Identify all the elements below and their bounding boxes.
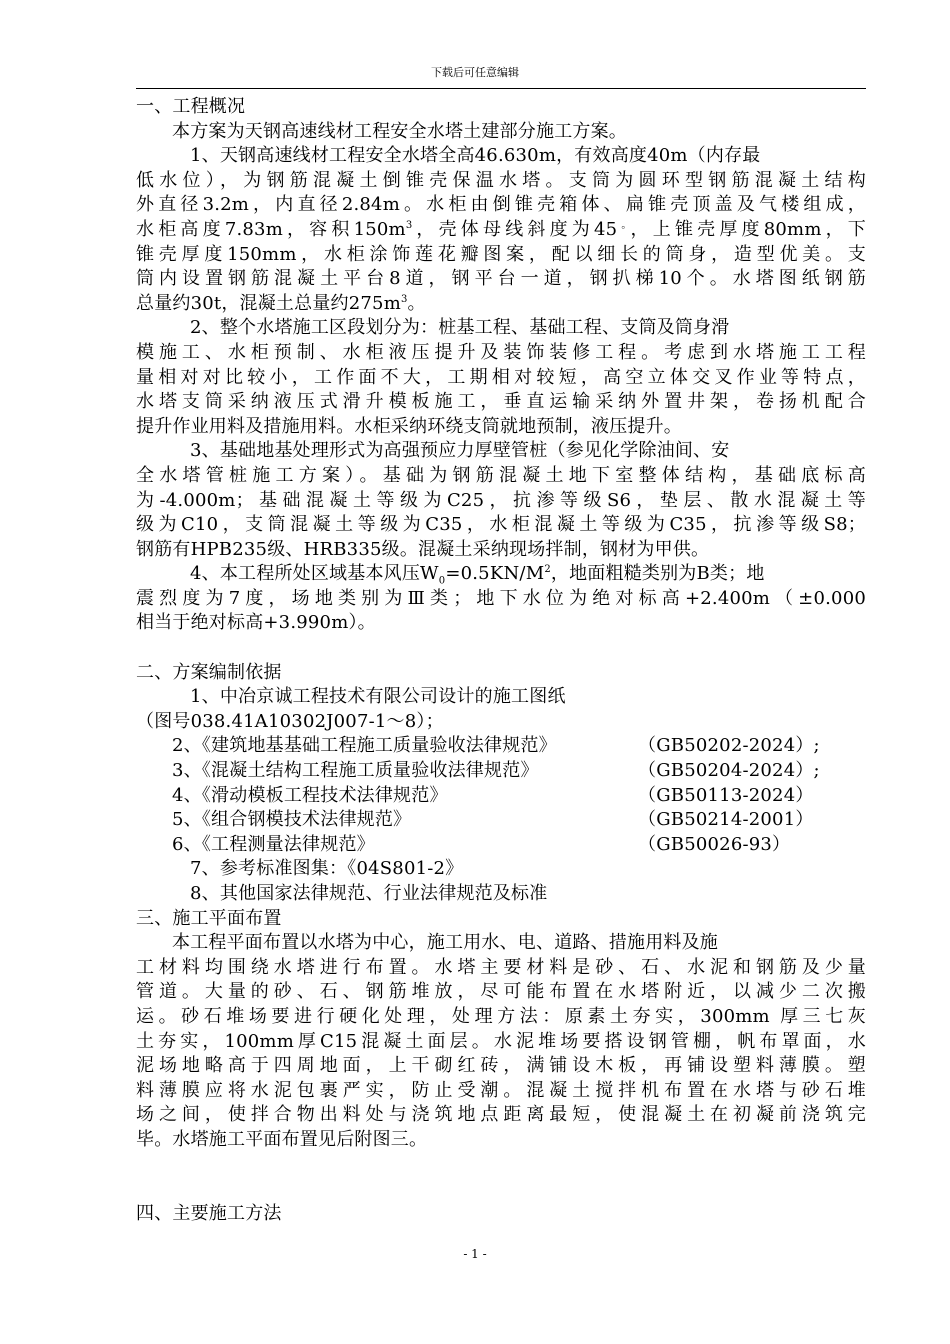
text-line: 泥场地略高于四周地面，上干砌红砖，满铺设木板，再铺设塑料薄膜。塑 xyxy=(136,1055,866,1077)
paragraph-4 xyxy=(136,562,876,636)
reference-code: （GB50113-2024） xyxy=(638,784,814,806)
text-segment: 。 xyxy=(407,292,426,314)
reference-item-4 xyxy=(136,784,876,809)
text-segment: ，上锥壳厚度80mm，下 xyxy=(630,218,866,240)
page-header: 下载后可任意编辑 xyxy=(431,66,519,79)
section-heading-overview: 一、工程概况 xyxy=(136,96,246,117)
paragraph-3 xyxy=(136,439,876,562)
reference-code: （GB50202-2024）; xyxy=(638,735,820,757)
text-line: 相当于绝对标高+3.990m）。 xyxy=(136,612,376,634)
text-segment: =0.5KN/M xyxy=(445,563,545,585)
text-line: 筒内设置钢筋混凝土平台8道，钢平台一道，钢扒梯10个。水塔图纸钢筋 xyxy=(136,268,866,290)
text-line: 级为C10，支筒混凝土等级为C35，水柜混凝土等级为C35，抗渗等级S8； xyxy=(136,514,866,536)
subscript: 0 xyxy=(438,575,446,587)
text-line: 3、基础地基处理形式为高强预应力厚壁管桩（参见化学除油间、安 xyxy=(190,440,730,462)
text-segment: 水柜高度7.83m，容积150m xyxy=(136,218,406,240)
paragraph-2 xyxy=(136,316,876,439)
reference-title: 2、《建筑地基基础工程施工质量验收法律规范》 xyxy=(172,735,557,757)
text-line: 提升作业用料及措施用料。水柜采纳环绕支筒就地预制，液压提升。 xyxy=(136,415,682,437)
superscript: 2 xyxy=(544,564,551,576)
blank-lines xyxy=(136,1153,876,1202)
text-line: 模施工、水柜预制、水柜液压提升及装饰装修工程。考虑到水塔施工工程 xyxy=(136,341,866,363)
reference-title: 5、《组合钢模技术法律规范》 xyxy=(172,809,412,831)
text-line: 管道。大量的砂、石、钢筋堆放，尽可能布置在水塔附近，以减少二次搬 xyxy=(136,981,866,1003)
superscript: 3 xyxy=(405,219,413,231)
text-line: 2、整个水塔施工区段划分为：桩基工程、基础工程、支筒及筒身滑 xyxy=(190,317,730,339)
text-line: 土夯实，100mm厚C15混凝土面层。水泥堆场要搭设钢管棚，帆布罩面，水 xyxy=(136,1030,866,1052)
text-segment: ，地面粗糙类别为B类；地 xyxy=(550,563,765,585)
text-line: 量相对对比较小，工作面不大，工期相对较短，高空立体交叉作业等特点， xyxy=(136,366,866,388)
superscript: 。 xyxy=(617,219,631,231)
reference-code: （GB50204-2024）; xyxy=(638,760,820,782)
reference-code: （GB50214-2001） xyxy=(638,809,814,831)
text-line: 水塔支筒采纳液压式滑升模板施工，垂直运输采纳外置井架，卷扬机配合 xyxy=(136,391,866,413)
reference-item-6 xyxy=(136,833,876,858)
document-body xyxy=(136,95,876,1226)
paragraph-intro: 本方案为天钢高速线材工程安全水塔土建部分施工方案。 xyxy=(172,120,627,142)
section-heading-methods: 四、主要施工方法 xyxy=(136,1202,282,1224)
paragraph-1 xyxy=(136,144,876,316)
text-line xyxy=(136,292,876,317)
text-line: 为-4.000m；基础混凝土等级为C25，抗渗等级S6，垫层、散水混凝土等 xyxy=(136,489,866,511)
text-line: 低水位），为钢筋混凝土倒锥壳保温水塔。支筒为圆环型钢筋混凝土结构 xyxy=(136,169,866,191)
text-line: 外直径3.2m，内直径2.84m。水柜由倒锥壳箱体、扁锥壳顶盖及气楼组成， xyxy=(136,194,866,216)
reference-item-7: 7、参考标准图集：《04S801-2》 xyxy=(190,858,464,880)
header-divider xyxy=(136,88,866,89)
text-line: 工材料均围绕水塔进行布置。水塔主要材料是砂、石、水泥和钢筋及少量 xyxy=(136,956,866,978)
reference-title: 3、《混凝土结构工程施工质量验收法律规范》 xyxy=(172,760,539,782)
reference-item-8: 8、其他国家法律规范、行业法律规范及标准 xyxy=(190,883,548,904)
page-number: - 1 - xyxy=(463,1247,487,1261)
text-line: 本工程平面布置以水塔为中心，施工用水、电、道路、措施用料及施 xyxy=(172,932,718,954)
text-line: 1、天钢高速线材工程安全水塔全高46.630m，有效高度40m（内存最 xyxy=(190,145,761,167)
text-line: 钢筋有HPB235级、HRB335级。混凝土采纳现场拌制，钢材为甲供。 xyxy=(136,538,710,560)
blank-line xyxy=(136,636,876,661)
text-segment: 4、本工程所处区域基本风压W xyxy=(190,563,439,585)
section-heading-layout: 三、施工平面布置 xyxy=(136,907,282,929)
text-line: 锥壳厚度150mm，水柜涂饰莲花瓣图案，配以细长的筒身，造型优美。支 xyxy=(136,243,866,265)
section-heading-basis: 二、方案编制依据 xyxy=(136,661,282,683)
reference-code: （GB50026-93） xyxy=(638,833,791,855)
reference-item-1-continued: （图号038.41A10302J007-1～8）； xyxy=(136,710,444,732)
reference-item-3 xyxy=(136,759,876,784)
reference-item-1: 1、中冶京诚工程技术有限公司设计的施工图纸 xyxy=(190,686,566,708)
text-line: 毕。水塔施工平面布置见后附图三。 xyxy=(136,1128,428,1150)
reference-item-5 xyxy=(136,808,876,833)
reference-title: 4、《滑动模板工程技术法律规范》 xyxy=(172,784,448,806)
text-line: 场之间，使拌合物出料处与浇筑地点距离最短，使混凝土在初凝前浇筑完 xyxy=(136,1104,866,1126)
text-line xyxy=(136,218,866,243)
reference-item-2 xyxy=(136,734,876,759)
superscript: 3 xyxy=(400,293,408,305)
text-line: 运。砂石堆场要进行硬化处理，处理方法：原素土夯实，300mm 厚三七灰 xyxy=(136,1005,866,1027)
text-segment: 总量约30t，混凝土总量约275m xyxy=(136,292,401,314)
text-line: 料薄膜应将水泥包裹严实，防止受潮。混凝土搅拌机布置在水塔与砂石堆 xyxy=(136,1079,866,1101)
text-line: 全水塔管桩施工方案）。基础为钢筋混凝土地下室整体结构，基础底标高 xyxy=(136,464,866,486)
reference-title: 6、《工程测量法律规范》 xyxy=(172,833,375,855)
text-segment: ，壳体母线斜度为45 xyxy=(412,218,618,240)
text-line xyxy=(136,562,876,587)
text-line: 震烈度为7度，场地类别为Ⅲ类；地下水位为绝对标高+2.400m（±0.000 xyxy=(136,587,866,609)
paragraph-layout xyxy=(136,931,876,1152)
